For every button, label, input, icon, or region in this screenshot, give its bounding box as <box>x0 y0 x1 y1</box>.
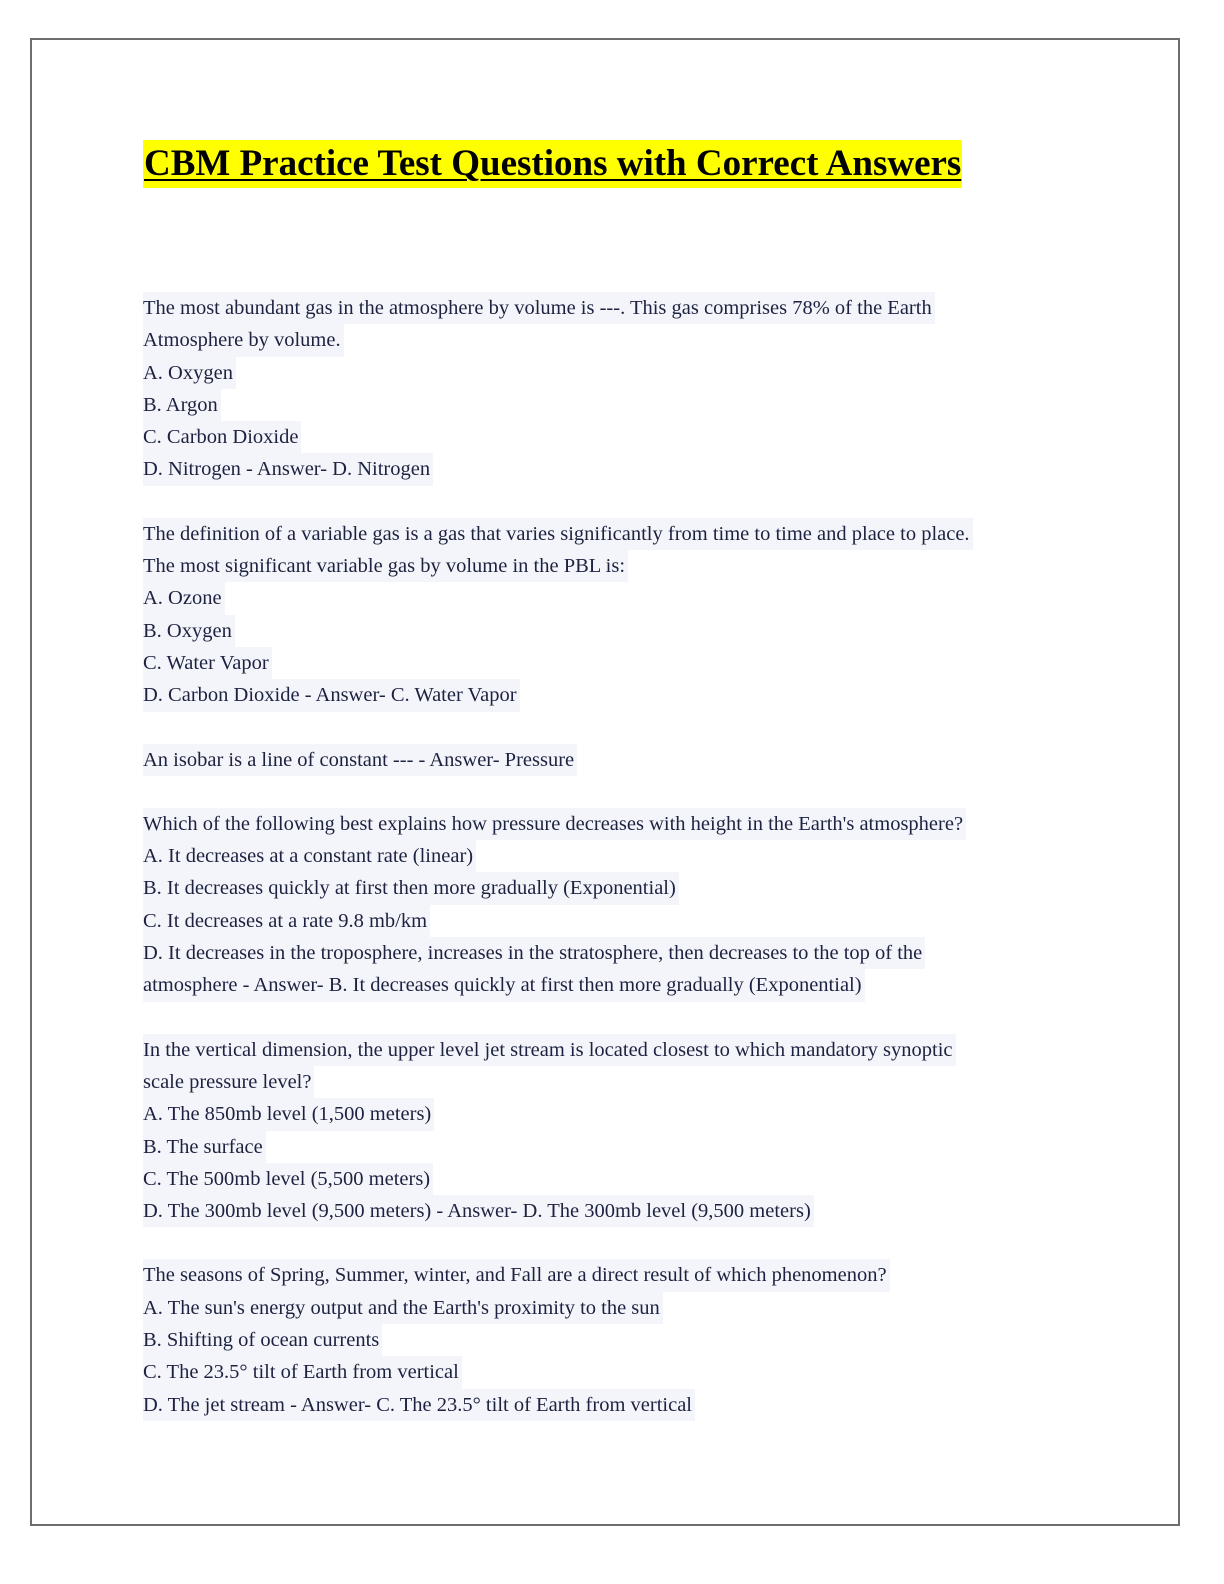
answer-option: A. The 850mb level (1,500 meters) <box>143 1098 434 1130</box>
answer-option: C. It decreases at a rate 9.8 mb/km <box>143 905 430 937</box>
answer-option: C. The 23.5° tilt of Earth from vertical <box>143 1356 462 1388</box>
answer-option: D. Nitrogen - Answer- D. Nitrogen <box>143 453 433 485</box>
question-block <box>143 518 1043 712</box>
question-text: The seasons of Spring, Summer, winter, and Fall are a direct result of which phenomenon? <box>143 1259 890 1291</box>
question-block <box>143 744 1043 776</box>
answer-option: D. Carbon Dioxide - Answer- C. Water Vapor <box>143 679 520 711</box>
question-block <box>143 808 1043 1002</box>
answer-option: D. The jet stream - Answer- C. The 23.5° tilt of Earth from vertical <box>143 1389 695 1421</box>
answer-option: B. Argon <box>143 389 221 421</box>
question-text: The definition of a variable gas is a gas that varies significantly from time to time and place to place. <box>143 518 973 550</box>
question-block <box>143 292 1043 486</box>
answer-option: atmosphere - Answer- B. It decreases quickly at first then more gradually (Exponential) <box>143 969 865 1001</box>
question-text: In the vertical dimension, the upper level jet stream is located closest to which mandatory synoptic <box>143 1034 956 1066</box>
answer-option: D. It decreases in the troposphere, increases in the stratosphere, then decreases to the top of the <box>143 937 925 969</box>
answer-option: C. The 500mb level (5,500 meters) <box>143 1163 433 1195</box>
answer-option: C. Water Vapor <box>143 647 272 679</box>
answer-option: A. Oxygen <box>143 357 236 389</box>
answer-option: B. Oxygen <box>143 615 235 647</box>
answer-option: D. The 300mb level (9,500 meters) - Answer- D. The 300mb level (9,500 meters) <box>143 1195 814 1227</box>
question-list <box>143 292 1043 1453</box>
answer-option: A. The sun's energy output and the Earth's proximity to the sun <box>143 1292 663 1324</box>
question-text: scale pressure level? <box>143 1066 314 1098</box>
question-text: An isobar is a line of constant --- - Answer- Pressure <box>143 744 577 776</box>
answer-option: B. The surface <box>143 1131 266 1163</box>
answer-option: B. It decreases quickly at first then more gradually (Exponential) <box>143 872 679 904</box>
question-block <box>143 1034 1043 1228</box>
question-text: Which of the following best explains how pressure decreases with height in the Earth's atmosphere? <box>143 808 966 840</box>
answer-option: A. Ozone <box>143 582 225 614</box>
question-text: Atmosphere by volume. <box>143 324 344 356</box>
answer-option: C. Carbon Dioxide <box>143 421 301 453</box>
answer-option: B. Shifting of ocean currents <box>143 1324 382 1356</box>
answer-option: A. It decreases at a constant rate (linear) <box>143 840 476 872</box>
question-text: The most abundant gas in the atmosphere by volume is ---. This gas comprises 78% of the Earth <box>143 292 935 324</box>
question-text: The most significant variable gas by volume in the PBL is: <box>143 550 628 582</box>
document-title: CBM Practice Test Questions with Correct Answers <box>143 140 962 188</box>
question-block <box>143 1259 1043 1420</box>
